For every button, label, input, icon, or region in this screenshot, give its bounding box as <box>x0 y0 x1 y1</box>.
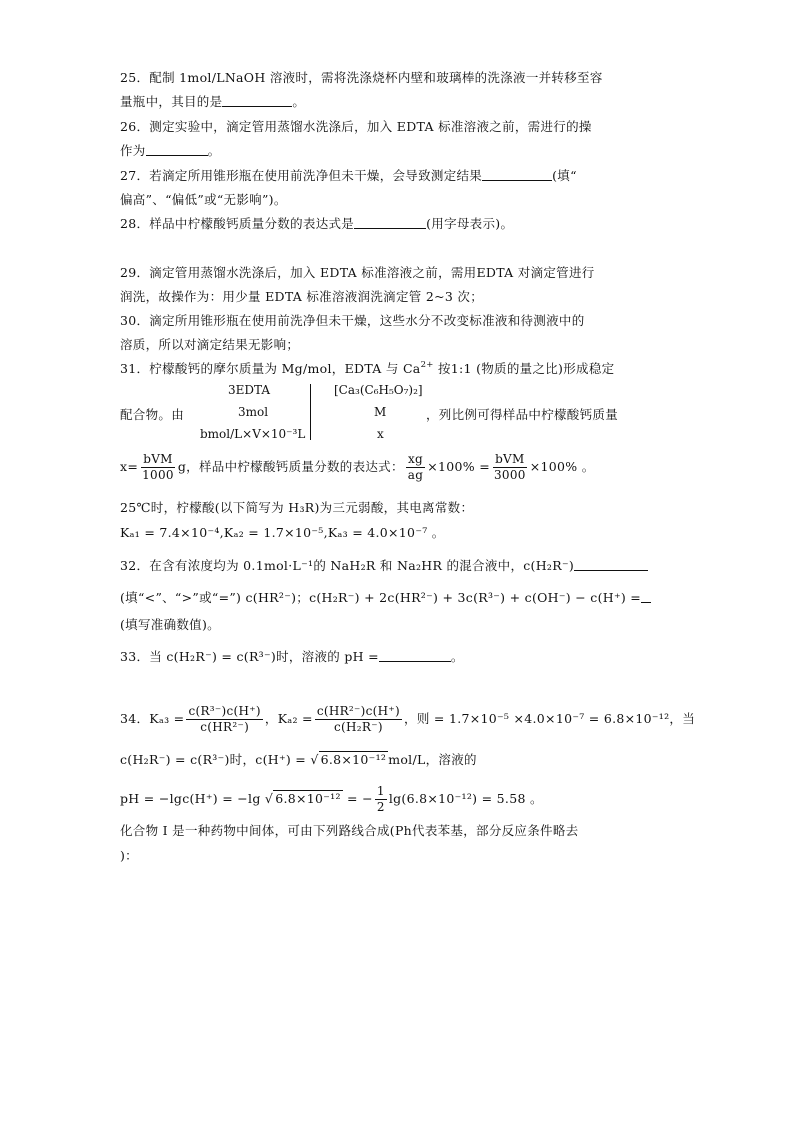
k2-label: ，Kₐ₂ = <box>264 711 313 726</box>
q33-line <box>120 647 464 665</box>
q32-line2 <box>120 588 651 606</box>
answer-blank-28[interactable] <box>354 216 426 229</box>
k3-fraction: $\frac{\text{c(R³⁻)c(H⁺)}}{\text{c(HR²⁻)}}$ <box>188 704 261 734</box>
fraction-2: $\frac{\text{bVM}}{3000}$ <box>493 452 526 482</box>
k3-label: 34．Kₐ₃ = <box>120 711 185 726</box>
fraction-1: $\frac{xg}{ag}$ <box>407 452 424 482</box>
answer-blank-32b[interactable] <box>641 590 651 603</box>
ph-minus: = − <box>342 791 373 806</box>
ratio-right-0: [Ca₃(C₆H₅O₇)₂] <box>334 383 423 397</box>
a31-text-b: 按1:1 (物质的量之比)形成稳定 <box>433 361 615 376</box>
ratio-divider <box>310 384 311 440</box>
a31-charge: 2+ <box>420 360 434 370</box>
a31-line2-a: 配合物。由 <box>120 407 185 422</box>
intro-next-line1: 化合物 I 是一种药物中间体，可由下列路线合成(Ph代表苯基，部分反应条件略去 <box>120 823 579 838</box>
a31-expression <box>120 452 595 483</box>
a30-line1: 30．滴定所用锥形瓶在使用前洗净但未干燥，这些水分不改变标准液和待测液中的 <box>120 313 585 328</box>
a29-line1: 29．滴定管用蒸馏水洗涤后，加入 EDTA 标准溶液之前，需用EDTA 对滴定管进行 <box>120 265 595 280</box>
a30-line2: 溶质，所以对滴定结果无影响； <box>120 337 300 352</box>
k2-fraction: $\frac{\text{c(HR²⁻)c(H⁺)}}{\text{c(H₂R⁻)}}$ <box>316 704 401 734</box>
half-fraction: $\frac{1}{2}$ <box>376 784 385 814</box>
q26-end: 。 <box>207 143 221 158</box>
q25-line2 <box>120 92 305 110</box>
q32-text: 32．在含有浓度均为 0.1mol·L⁻¹的 NaH₂R 和 Na₂HR 的混合液中，c(H₂R⁻) <box>120 558 575 573</box>
q33-text: 33．当 c(H₂R⁻) = c(R³⁻)时，溶液的 pH = <box>120 649 379 664</box>
q27-hint: (填“ <box>552 168 577 183</box>
a31-line1 <box>120 359 614 377</box>
ratio-left-0: 3EDTA <box>228 383 271 397</box>
a31-text-a: 31．柠檬酸钙的摩尔质量为 Mg/mol，EDTA 与 Ca <box>120 361 421 376</box>
q32-line1 <box>120 556 648 574</box>
answer-blank-25[interactable] <box>222 94 292 107</box>
q25-end: 。 <box>292 94 306 109</box>
q32-line3: (填写准确数值)。 <box>120 617 220 632</box>
x-label: x= <box>120 459 139 474</box>
a34-line3 <box>120 784 543 815</box>
a34-tail: ，则 = 1.7×10⁻⁵ ×4.0×10⁻⁷ = 6.8×10⁻¹²，当 <box>404 711 696 726</box>
q28-hint: (用字母表示)。 <box>426 216 514 231</box>
a34-line2-text: c(H₂R⁻) = c(R³⁻)时，c(H⁺) = √ <box>120 752 319 767</box>
intro-25c-line1: 25℃时，柠檬酸(以下简写为 H₃R)为三元弱酸，其电离常数： <box>120 500 474 515</box>
a34-line2-tail: mol/L，溶液的 <box>388 752 477 767</box>
sqrt-value-1: 6.8×10⁻¹² <box>320 752 387 767</box>
q27-line2: 偏高”、“偏低”或“无影响”)。 <box>120 192 287 207</box>
ratio-left-1: 3mol <box>238 405 269 419</box>
q27-text: 27．若滴定所用锥形瓶在使用前洗净但未干燥，会导致测定结果 <box>120 168 483 183</box>
ph-result: lg(6.8×10⁻¹²) = 5.58 。 <box>388 791 543 806</box>
q32-text-2: (填“<”、“>”或“=”) c(HR²⁻)；c(H₂R⁻) + 2c(HR²⁻) + 3c(R³⁻) + c(OH⁻) − c(H⁺) = <box>120 590 642 605</box>
ph-expression: pH = −lgc(H⁺) = −lg √ <box>120 791 274 806</box>
q26-line1: 26．测定实验中，滴定管用蒸馏水洗涤后，加入 EDTA 标准溶液之前，需进行的操 <box>120 119 592 134</box>
answer-blank-32a[interactable] <box>574 558 648 571</box>
q28-text: 28．样品中柠檬酸钙质量分数的表达式是 <box>120 216 355 231</box>
answer-blank-27[interactable] <box>482 168 552 181</box>
q26-text: 作为 <box>120 143 146 158</box>
x-fraction: $\frac{\text{bVM}}{1000}$ <box>142 452 174 482</box>
ratio-right-2: x <box>377 427 384 441</box>
answer-blank-26[interactable] <box>146 143 208 156</box>
ratio-left-2: bmol/L×V×10⁻³L <box>200 427 306 441</box>
q25-text: 量瓶中，其目的是 <box>120 94 223 109</box>
ratio-right-1: M <box>374 405 387 419</box>
q27-line1 <box>120 166 577 184</box>
q25-line1: 25．配制 1mol/LNaOH 溶液时，需将洗涤烧杯内壁和玻璃棒的洗涤液一并转移至容 <box>120 70 603 85</box>
intro-next-line2: )： <box>120 848 138 863</box>
answer-blank-33[interactable] <box>379 649 451 662</box>
q33-end: 。 <box>450 649 464 664</box>
q28-line <box>120 214 513 232</box>
x-tail: g，样品中柠檬酸钙质量分数的表达式： <box>177 459 404 474</box>
a31-line2-b: ，列比例可得样品中柠檬酸钙质量 <box>426 407 619 422</box>
a34-line1 <box>120 704 695 735</box>
intro-25c-constants: Kₐ₁ = 7.4×10⁻⁴,Kₐ₂ = 1.7×10⁻⁵,Kₐ₃ = 4.0×10⁻⁷ 。 <box>120 525 445 540</box>
a29-line2: 润洗，故操作为：用少量 EDTA 标准溶液润洗滴定管 2~3 次； <box>120 289 484 304</box>
q26-line2 <box>120 141 220 159</box>
fraction-1-tail: ×100% = <box>427 459 490 474</box>
sqrt-value-2: 6.8×10⁻¹² <box>275 791 341 806</box>
a34-line2 <box>120 750 477 768</box>
fraction-2-tail: ×100% 。 <box>529 459 595 474</box>
